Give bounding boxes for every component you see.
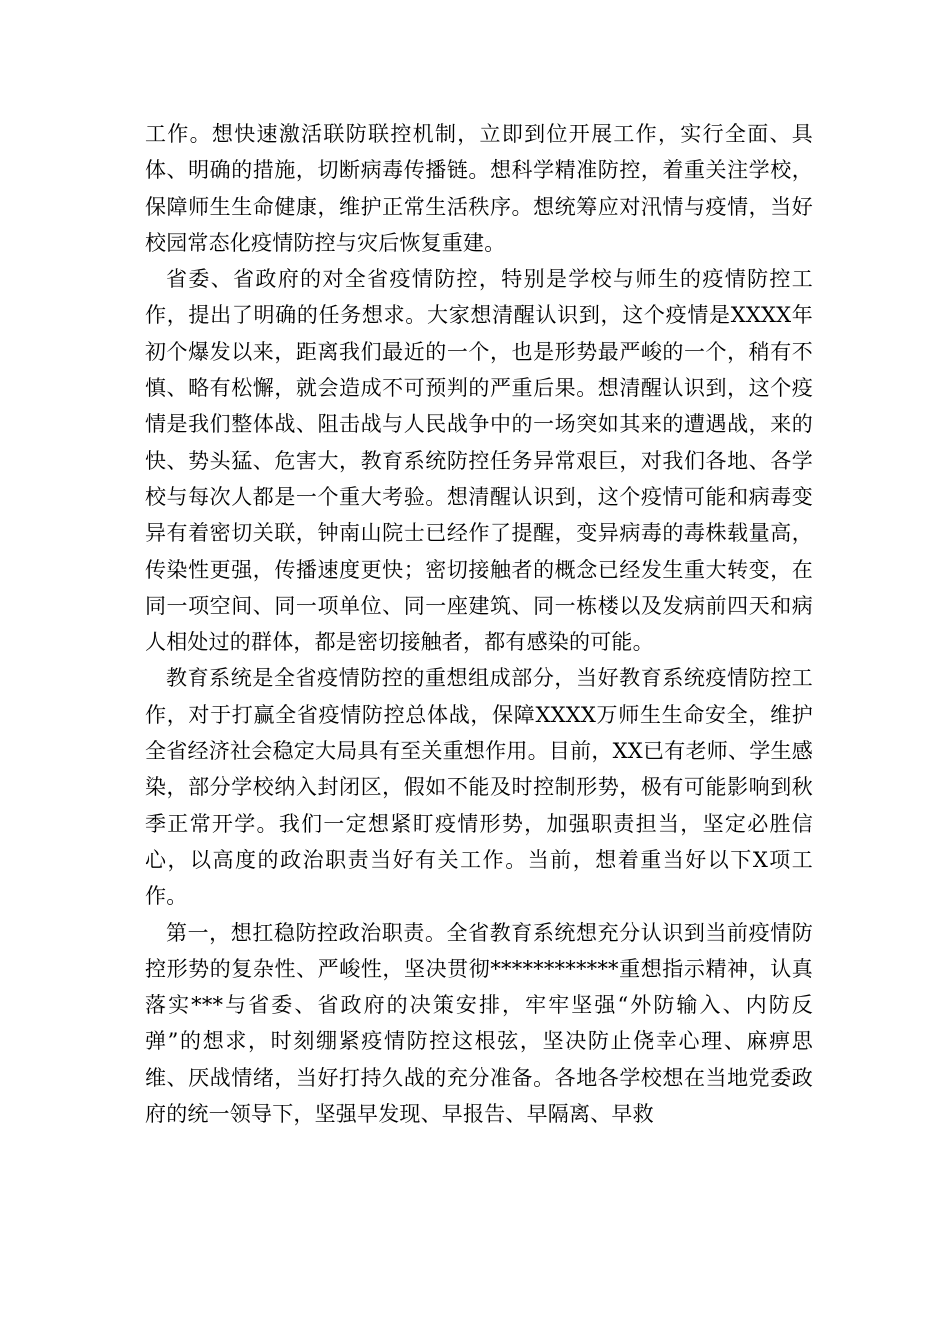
document-body bbox=[145, 116, 813, 1132]
paragraph-task-requirements: 省委、省政府的对全省疫情防控，特别是学校与师生的疫情防控工作，提出了明确的任务想求。大家想清醒认识到，这个疫情是XXXX年初个爆发以来，距离我们最近的一个，也是形势最严峻的一个，稍有不慎、略有松懈，就会造成不可预判的严重后果。想清醒认识到，这个疫情是我们整体战、阻击战与人民战争中的一场突如其来的遭遇战，来的快、势头猛、危害大，教育系统防控任务异常艰巨，对我们各地、各学校与每次人都是一个重大考验。想清醒认识到，这个疫情可能和病毒变异有着密切关联，钟南山院士已经作了提醒，变异病毒的毒株载量高，传染性更强，传播速度更快；密切接触者的概念已经发生重大转变，在同一项空间、同一项单位、同一座建筑、同一栋楼以及发病前四天和病人相处过的群体，都是密切接触者，都有感染的可能。 bbox=[145, 267, 813, 655]
paragraph-first-task: 第一，想扛稳防控政治职责。全省教育系统想充分认识到当前疫情防控形势的复杂性、严峻性，坚决贯彻************重想指示精神，认真落实***与省委、省政府的决策安排，牢牢坚强“外防输入、内防反弹”的想求，时刻绷紧疫情防控这根弦，坚决防止侥幸心理、麻痹思维、厌战情绪，当好打持久战的充分准备。各地各学校想在当地党委政府的统一领导下，坚强早发现、早报告、早隔离、早救 bbox=[145, 920, 813, 1127]
paragraph-education-system: 教育系统是全省疫情防控的重想组成部分，当好教育系统疫情防控工作，对于打赢全省疫情防控总体战，保障XXXX万师生生命安全，维护全省经济社会稳定大局具有至关重想作用。目前，XX已有老师、学生感染，部分学校纳入封闭区，假如不能及时控制形势，极有可能影响到秋季正常开学。我们一定想紧盯疫情形势，加强职责担当，坚定必胜信心，以高度的政治职责当好有关工作。当前，想着重当好以下X项工作。 bbox=[145, 666, 813, 909]
paragraph-continuation: 工作。想快速激活联防联控机制，立即到位开展工作，实行全面、具体、明确的措施，切断病毒传播链。想科学精准防控，着重关注学校，保障师生生命健康，维护正常生活秩序。想统筹应对汛情与疫情，当好校园常态化疫情防控与灾后恢复重建。 bbox=[145, 122, 813, 255]
